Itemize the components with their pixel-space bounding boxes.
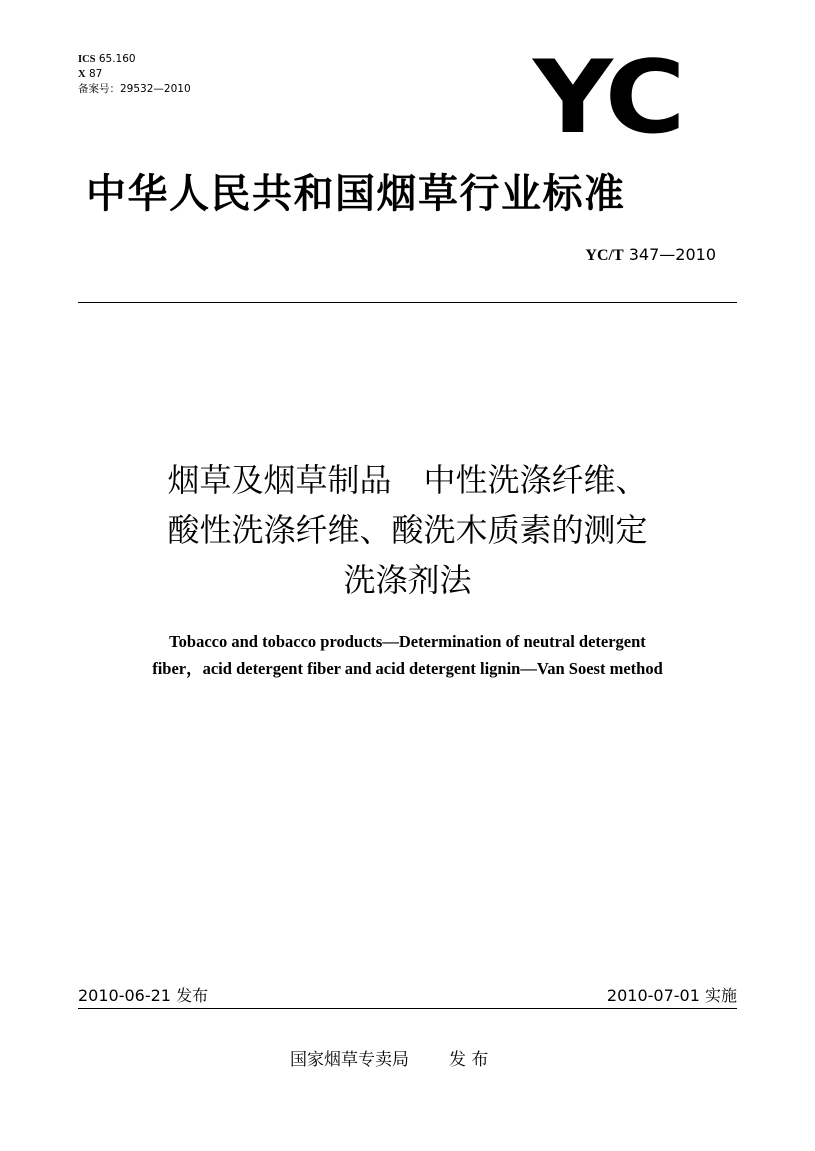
- ics-value: 65.160: [98, 53, 136, 65]
- implementation-date: 2010-07-01 实施: [606, 986, 737, 1005]
- class-value: 87: [88, 68, 103, 80]
- record-label: 备案号：: [78, 83, 120, 95]
- publisher-line: [290, 1045, 488, 1070]
- bottom-divider: [78, 1008, 737, 1009]
- standard-code: 347—2010: [628, 245, 716, 264]
- publisher-action: 发 布: [449, 1050, 489, 1070]
- record-number: [78, 82, 191, 96]
- top-divider: [78, 302, 737, 303]
- record-value: 29532—2010: [120, 83, 191, 95]
- ics-code: [78, 52, 191, 67]
- english-title-line: fiber，acid detergent fiber and acid detergent lignin—Van Soest method: [152, 659, 663, 678]
- yc-logo: YC: [533, 39, 682, 157]
- standard-number: [585, 245, 716, 265]
- standard-prefix: YC/T: [585, 247, 624, 264]
- classification-block: [78, 52, 191, 96]
- chinese-title-line: 洗涤剂法: [343, 561, 472, 599]
- english-title-line: Tobacco and tobacco products—Determination of neutral detergent: [169, 632, 646, 651]
- ics-label: ICS: [78, 54, 96, 65]
- issue-date: 2010-06-21 发布: [78, 986, 209, 1005]
- chinese-title-line: 酸性洗涤纤维、酸洗木质素的测定: [167, 511, 648, 549]
- chinese-title: [78, 455, 737, 605]
- class-code: [78, 67, 191, 82]
- english-title: [78, 628, 737, 682]
- issuing-authority-title: 中华人民共和国烟草行业标准: [86, 171, 626, 217]
- class-label: X: [78, 69, 86, 80]
- chinese-title-line: 烟草及烟草制品 中性洗涤纤维、: [167, 461, 648, 499]
- publisher-name: 国家烟草专卖局: [290, 1050, 409, 1070]
